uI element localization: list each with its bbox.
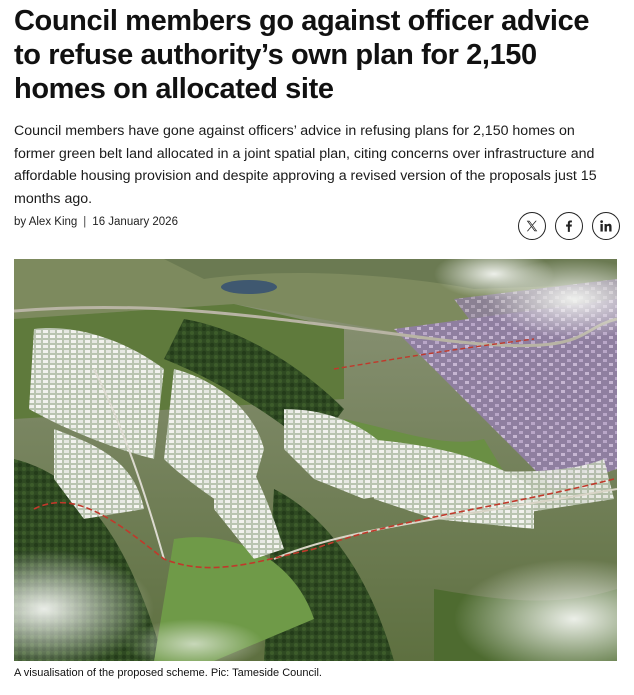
share-facebook-button[interactable] (555, 212, 583, 240)
publish-date: 16 January 2026 (92, 216, 178, 228)
x-icon (525, 219, 539, 233)
facebook-icon (562, 219, 576, 233)
share-x-button[interactable] (518, 212, 546, 240)
article-headline: Council members go against officer advice to refuse authority’s own plan for 2,150 homes on allocated site (14, 5, 590, 105)
linkedin-icon (599, 219, 613, 233)
byline (14, 216, 178, 228)
share-buttons (518, 212, 620, 240)
share-linkedin-button[interactable] (592, 212, 620, 240)
author-link[interactable]: by Alex King (14, 216, 78, 228)
image-caption: A visualisation of the proposed scheme. Pic: Tameside Council. (14, 667, 322, 679)
article-standfirst: Council members have gone against officers’ advice in refusing plans for 2,150 homes on former green belt land allocated in a joint spatial plan, citing concerns over infrastructure and affordable housing provision and despite approving a revised version of the proposals just 15 months ago. (14, 123, 597, 207)
aerial-render (14, 259, 617, 661)
byline-separator: | (83, 216, 87, 228)
scheme-visualisation-image (14, 259, 617, 661)
